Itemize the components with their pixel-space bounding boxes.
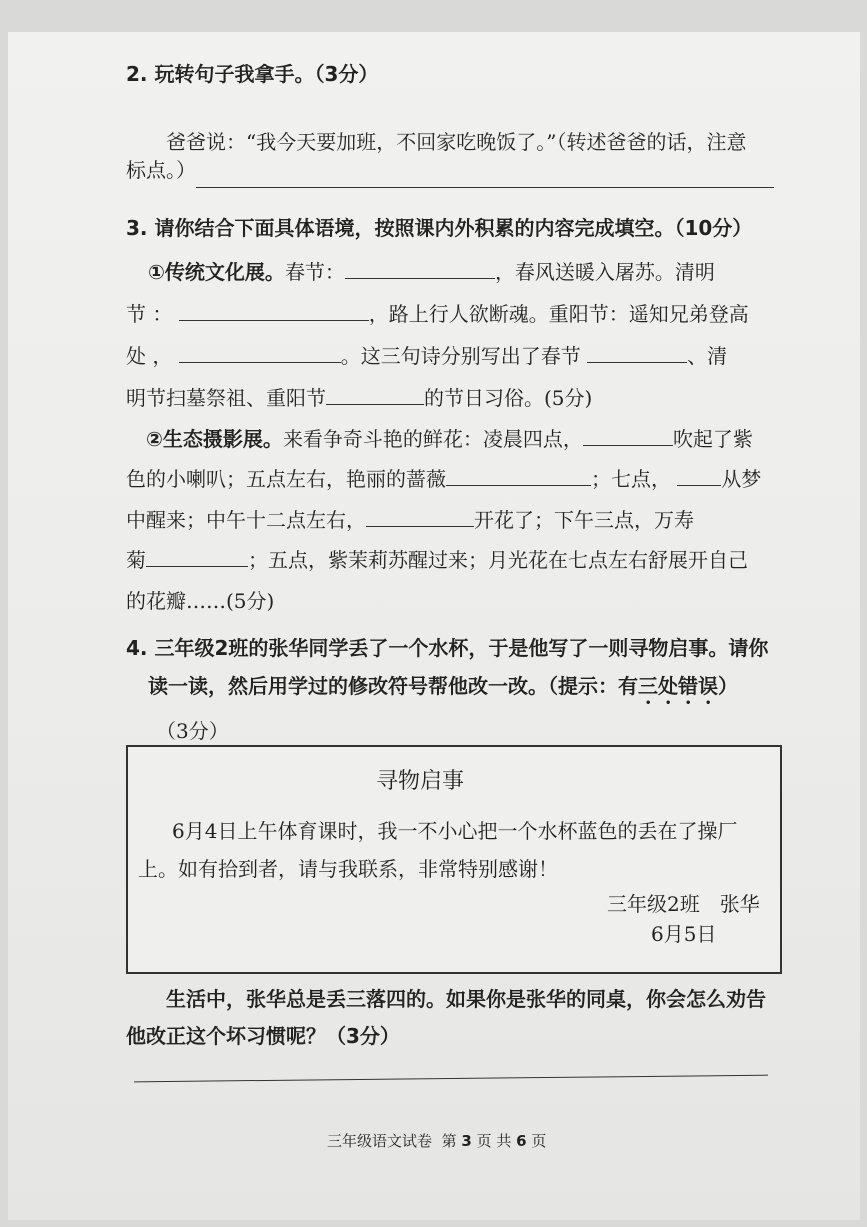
blank-7am[interactable] [677,465,721,486]
blank-chongyang-custom[interactable] [326,384,424,405]
q2-line2: 标点。） [126,158,196,182]
blank-chongyang[interactable] [179,342,341,363]
q2-answer-line[interactable] [196,187,774,188]
q4-score: （3分） [156,719,229,743]
q3-p2-f: 中醒来；中午十二点左右， [126,508,366,532]
q3-part1-lead: ①传统文化展。 [148,260,285,284]
q5-line1: 生活中，张华总是丢三落四的。如果你是张华的同桌，你会怎么劝告 [166,987,766,1011]
q3-part2-lead: ②生态摄影展。 [146,427,283,451]
q3-p2-c: 色的小喇叭；五点左右，艳丽的蔷薇 [126,467,446,491]
blank-qingming[interactable] [179,300,369,321]
footer-page-number: 3 [461,1132,472,1150]
blank-rose[interactable] [446,465,591,486]
blank-4am[interactable] [583,425,673,446]
q4-title-b1: 读一读，然后用学过的修改符号帮他改一改。（提示：有 [148,674,638,698]
notice-body1[interactable]: 6月4日上午体育课时，我一不小心把一个水杯蓝色的丢在了操厂 [172,819,738,843]
notice-heading: 寻物启事 [376,769,465,794]
q3-p1-c: 节 ： [126,302,173,326]
notice-body2[interactable]: 上。如有拾到者，请与我联系，非常特别感谢！ [138,857,558,881]
q2-line1: 爸爸说：“我今天要加班，不回家吃晚饭了。”（转述爸爸的话，注意 [166,130,747,154]
q3-p2-j: 的花瓣……(5分) [126,589,275,613]
q3-p2-h: 菊 [126,548,146,572]
q4-title-b2: 三处错误 [638,674,718,698]
notice-date: 6月5日 [651,922,717,946]
q4-title-a: 4. 三年级2班的张华同学丢了一个水杯，于是他写了一则寻物启事。请你 [126,636,769,660]
q3-title: 3. 请你结合下面具体语境，按照课内外积累的内容完成填空。（10分） [126,216,753,240]
q3-p1-g: 、清 [687,344,728,368]
q5-line2: 他改正这个坏习惯呢？（3分） [126,1024,400,1048]
q3-p2-b: 吹起了紫 [672,427,753,451]
q2-title: 2. 玩转句子我拿手。（3分） [126,62,379,86]
q3-p1-i: 的节日习俗。(5分) [424,386,593,410]
q3-p1-f: 。这三句诗分别写出了春节 [340,344,581,368]
footer-exam-name: 三年级语文试卷 [327,1132,433,1150]
footer-page-a: 第 [441,1132,457,1150]
page-footer [327,1130,546,1151]
q3-p2-e: 从梦 [721,467,762,491]
footer-page-b: 页 共 [476,1132,512,1150]
q3-p2-i: ；五点，紫茉莉苏醒过来；月光花在七点左右舒展开自己 [248,548,748,572]
q3-p1-d: ，路上行人欲断魂。重阳节：遥知兄弟登高 [368,302,749,326]
q3-p1-h: 明节扫墓祭祖、重阳节 [126,386,326,410]
blank-spring[interactable] [345,258,495,279]
blank-marigold[interactable] [146,546,248,567]
blank-spring-custom[interactable] [587,342,687,363]
footer-page-total: 6 [516,1132,527,1150]
q3-p2-d: ；七点， [591,467,671,491]
q3-p2-g: 开花了；下午三点，万寿 [474,508,694,532]
q3-p1-e: 处 ， [126,344,173,368]
q4-title-b3: ） [718,674,738,698]
blank-noon[interactable] [366,506,474,527]
notice-signer: 三年级2班 张华 [607,892,760,916]
q3-p1-a: 春节： [284,260,345,284]
q3-p1-b: ，春风送暖入屠苏。清明 [494,260,715,284]
q3-p2-a: 来看争奇斗艳的鲜花：凌晨四点， [282,427,583,451]
footer-page-c: 页 [531,1132,547,1150]
